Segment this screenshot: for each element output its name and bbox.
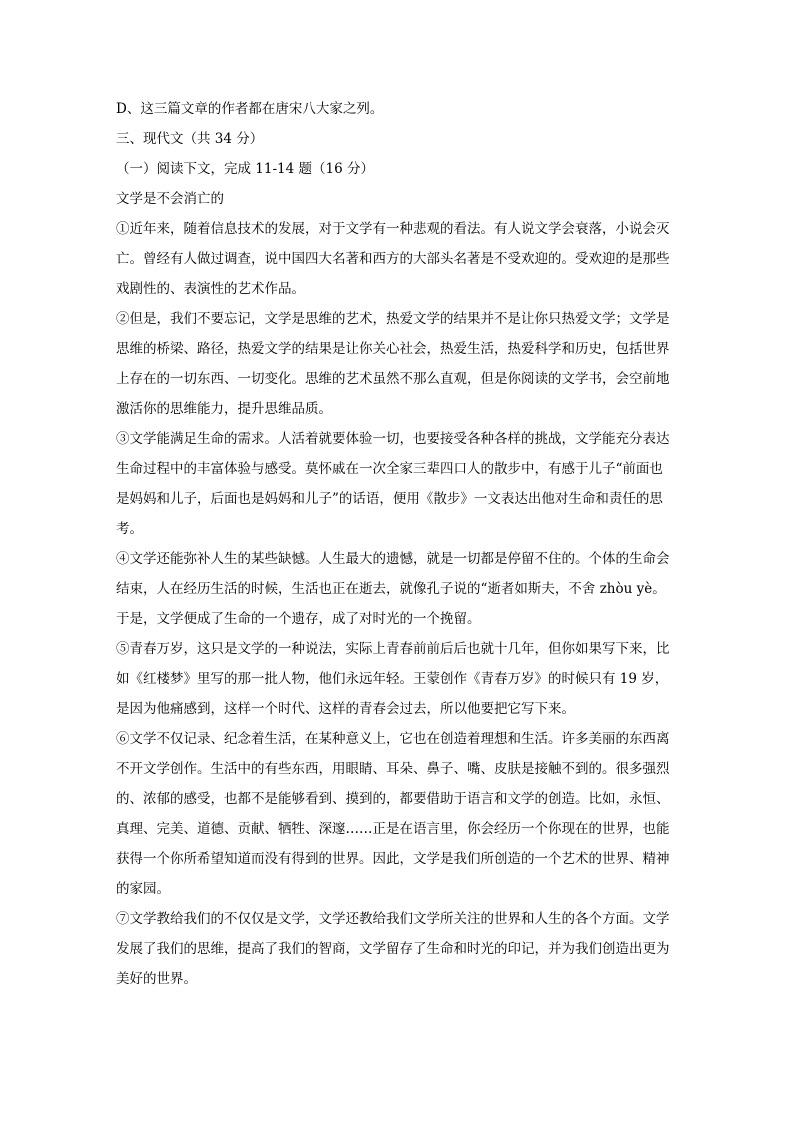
paragraph-6 bbox=[116, 724, 688, 904]
paragraph-line: 获得一个你所希望知道而没有得到的世界。因此，文学是我们所创造的一个艺术的世界、精神 bbox=[116, 851, 670, 867]
paragraph-line: 是妈妈和儿子，后面也是妈妈和儿子”的话语，便用《散步》一文表达出他对生命和责任的思 bbox=[116, 491, 663, 507]
paragraph-line: 考。 bbox=[116, 521, 143, 537]
paragraph-line: 的、浓郁的感受，也都不是能够看到、摸到的，都要借助于语言和文学的创造。比如，永恒、 bbox=[116, 791, 670, 807]
paragraph-line: ④文学还能弥补人生的某些缺憾。人生最大的遗憾，就是一切都是停留不住的。个体的生命会 bbox=[116, 551, 670, 567]
paragraph-line: 发展了我们的思维，提高了我们的智商，文学留存了生命和时光的印记，并为我们创造出更为 bbox=[116, 941, 670, 957]
option-d: D、这三篇文章的作者都在唐宋八大家之列。 bbox=[116, 101, 384, 117]
paragraph-line: 如《红楼梦》里写的那一批人物，他们永远年轻。王蒙创作《青春万岁》的时候只有 19 岁， bbox=[116, 671, 669, 687]
paragraph-line: 美好的世界。 bbox=[116, 971, 197, 987]
paragraph-1 bbox=[116, 214, 688, 304]
paragraph-3 bbox=[116, 424, 688, 544]
paragraph-5 bbox=[116, 634, 688, 724]
subsection-heading: （一）阅读下文，完成 11-14 题（16 分） bbox=[116, 161, 374, 177]
paragraph-line: 不开文学创作。生活中的有些东西，用眼睛、耳朵、鼻子、嘴、皮肤是接触不到的。很多强烈 bbox=[116, 761, 670, 777]
document-page bbox=[116, 94, 688, 994]
paragraph-4 bbox=[116, 544, 688, 634]
paragraph-line: ⑦文学教给我们的不仅仅是文学，文学还教给我们文学所关注的世界和人生的各个方面。文学 bbox=[116, 911, 670, 927]
paragraph-line: 真理、完美、道德、贡献、牺牲、深邃……正是在语言里，你会经历一个你现在的世界，也能 bbox=[116, 821, 670, 837]
paragraph-line: 于是，文学便成了生命的一个遗存，成了对时光的一个挽留。 bbox=[116, 611, 481, 627]
paragraph-line: 激活你的思维能力，提升思维品质。 bbox=[116, 401, 332, 417]
section-heading: 三、现代文（共 34 分） bbox=[116, 131, 264, 147]
paragraph-2 bbox=[116, 304, 688, 424]
paragraph-line: 的家园。 bbox=[116, 881, 170, 897]
paragraph-line: 思维的桥梁、路径，热爱文学的结果是让你关心社会，热爱生活，热爱科学和历史，包括世界 bbox=[116, 341, 670, 357]
paragraph-line: 是因为他痛感到，这样一个时代、这样的青春会过去，所以他要把它写下来。 bbox=[116, 701, 575, 717]
paragraph-line: ⑥文学不仅记录、纪念着生活，在某种意义上，它也在创造着理想和生活。许多美丽的东西离 bbox=[116, 731, 670, 747]
paragraph-line: ⑤青春万岁，这只是文学的一种说法，实际上青春前前后后也就十几年，但你如果写下来，比 bbox=[116, 641, 670, 657]
paragraph-line: ②但是，我们不要忘记，文学是思维的艺术，热爱文学的结果并不是让你只热爱文学；文学是 bbox=[116, 311, 670, 327]
paragraph-line: 上存在的一切东西、一切变化。思维的艺术虽然不那么直观，但是你阅读的文学书，会空前地 bbox=[116, 371, 670, 387]
paragraph-line: ③文学能满足生命的需求。人活着就要体验一切，也要接受各种各样的挑战，文学能充分表达 bbox=[116, 431, 670, 447]
paragraph-line: 生命过程中的丰富体验与感受。莫怀戚在一次全家三辈四口人的散步中，有感于儿子“前面也 bbox=[116, 461, 663, 477]
paragraph-line: 戏剧性的、表演性的艺术作品。 bbox=[116, 281, 305, 297]
paragraph-7 bbox=[116, 904, 688, 994]
paragraph-line: 结束，人在经历生活的时候，生活也正在逝去，就像孔子说的“逝者如斯夫，不舍 zhòu yè。 bbox=[116, 581, 666, 597]
paragraph-line: 亡。曾经有人做过调查，说中国四大名著和西方的大部头名著是不受欢迎的。受欢迎的是那些 bbox=[116, 251, 670, 267]
paragraph-line: ①近年来，随着信息技术的发展，对于文学有一种悲观的看法。有人说文学会衰落，小说会灭 bbox=[116, 221, 670, 237]
article-title: 文学是不会消亡的 bbox=[116, 191, 224, 207]
